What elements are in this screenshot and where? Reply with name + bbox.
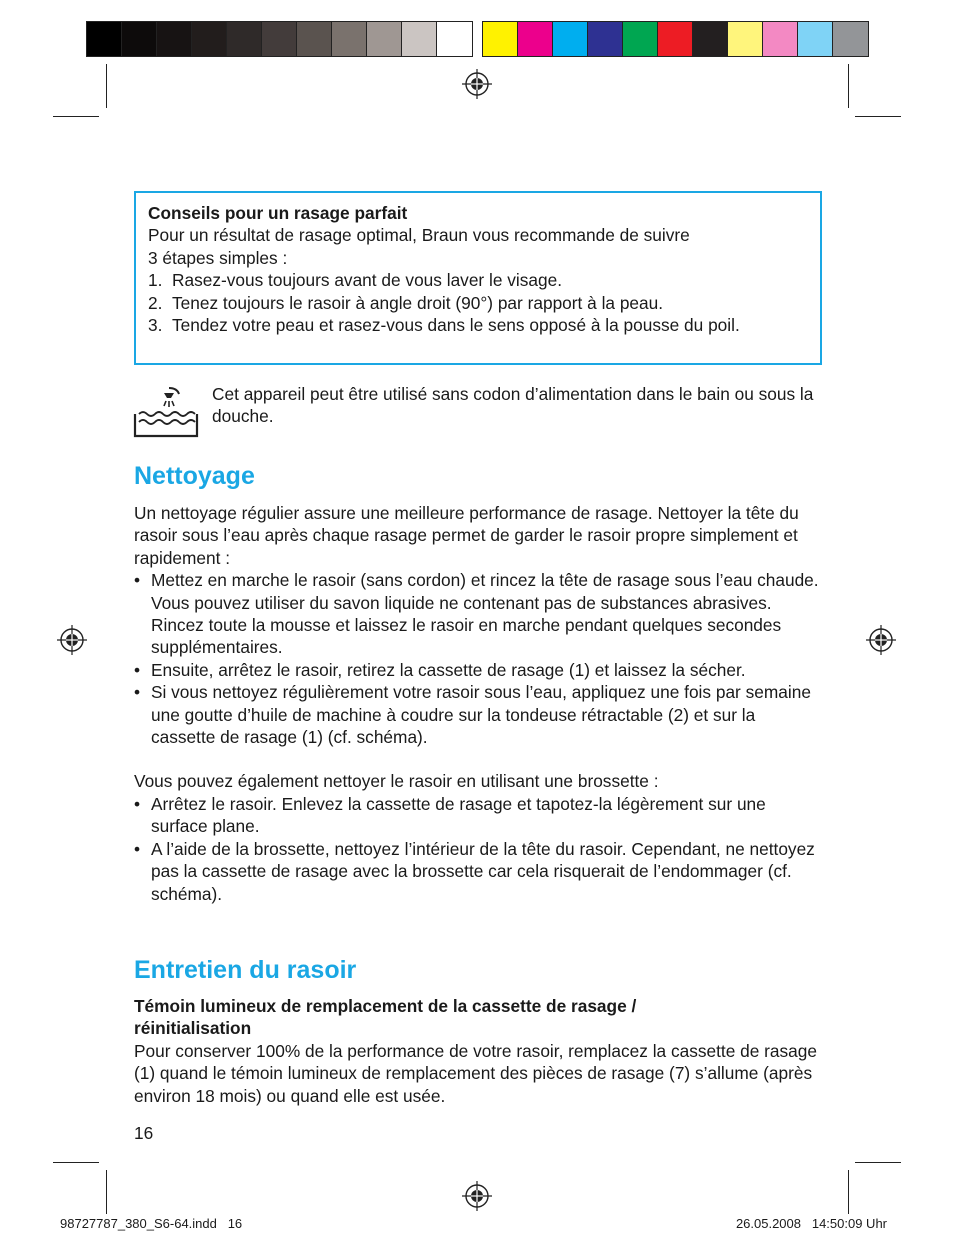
crop-mark xyxy=(855,116,901,117)
crop-mark xyxy=(53,116,99,117)
list-item: 3. Tendez votre peau et rasez-vous dans le sens opposé à la pousse du poil. xyxy=(148,315,740,336)
crop-mark xyxy=(106,1170,107,1214)
color-swatch xyxy=(122,22,157,56)
crop-mark xyxy=(53,1162,99,1163)
cleaning-intro: Un nettoyage régulier assure une meilleure performance de rasage. Nettoyer la tête du rasoir sous l’eau après chaque rasage permet de garder le rasoir propre simplement et rapidement : xyxy=(134,503,799,568)
registration-mark-icon xyxy=(865,624,897,656)
color-swatch xyxy=(763,22,798,56)
color-swatch xyxy=(518,22,553,56)
footer-file-info: 98727787_380_S6-64.indd 16 xyxy=(60,1216,243,1231)
list-item: • Ensuite, arrêtez le rasoir, retirez la cassette de rasage (1) et laissez la sécher. xyxy=(134,659,746,680)
crop-mark xyxy=(848,1170,849,1214)
maintenance-text: Pour conserver 100% de la performance de votre rasoir, remplacez la cassette de rasage (1) quand le témoin lumineux de remplacement des pièces de rasage (7) s’allume (après environ 18 mois) ou quand elle est usée. xyxy=(134,1040,817,1106)
color-swatch xyxy=(297,22,332,56)
color-swatch xyxy=(192,22,227,56)
color-swatch xyxy=(332,22,367,56)
registration-mark-icon xyxy=(56,624,88,656)
brush-intro: Vous pouvez également nettoyer le rasoir en utilisant une brossette : xyxy=(134,771,659,792)
tips-box xyxy=(134,191,822,365)
shower-bath-icon xyxy=(133,384,199,440)
tips-title: Conseils pour un rasage parfait xyxy=(148,203,408,223)
maintenance-subheading: Témoin lumineux de remplacement de la cassette de rasage / réinitialisation xyxy=(134,996,637,1039)
cleaning-bullets xyxy=(134,569,824,748)
color-swatch xyxy=(833,22,868,56)
list-item: 2. Tenez toujours le rasoir à angle droit (90°) par rapport à la peau. xyxy=(148,292,664,313)
tips-intro-line-1: Pour un résultat de rasage optimal, Braun vous recommande de suivre xyxy=(148,225,690,246)
color-swatch xyxy=(437,22,472,56)
color-swatch xyxy=(553,22,588,56)
registration-mark-icon xyxy=(461,1180,493,1212)
cleaning-section xyxy=(134,502,824,905)
color-swatch xyxy=(693,22,728,56)
crop-mark xyxy=(855,1162,901,1163)
color-swatch xyxy=(588,22,623,56)
color-swatch xyxy=(227,22,262,56)
brush-bullets xyxy=(134,793,824,905)
color-swatch xyxy=(728,22,763,56)
registration-mark-icon xyxy=(461,68,493,100)
list-item: • Si vous nettoyez régulièrement votre rasoir sous l’eau, appliquez une fois par semaine une goutte d’huile de machine à coudre sur la tondeuse rétractable (2) et sur la cassette de rasage (1) (cf. schéma). xyxy=(134,682,811,748)
page-number: 16 xyxy=(134,1123,154,1143)
list-item: 1. Rasez-vous toujours avant de vous laver le visage. xyxy=(148,270,562,291)
color-swatch xyxy=(798,22,833,56)
section-heading-maintenance: Entretien du rasoir xyxy=(134,956,357,984)
crop-mark xyxy=(848,64,849,108)
color-swatch xyxy=(623,22,658,56)
list-item: • Mettez en marche le rasoir (sans cordon) et rincez la tête de rasage sous l’eau chaude. Vous pouvez utiliser du savon liquide ne contenant pas de substances abrasives. Rincez toute la mousse et laissez le rasoir en marche pendant quelques secondes supplémentaires. xyxy=(134,570,819,658)
list-item: • A l’aide de la brossette, nettoyez l’intérieur de la tête du rasoir. Cependant, ne nettoyez pas la cassette de rasage avec la brossette car cela risquerait de l’endommager (cf. schéma). xyxy=(134,838,815,904)
color-swatch xyxy=(157,22,192,56)
footer-timestamp: 26.05.2008 14:50:09 Uhr xyxy=(735,1216,887,1231)
color-swatch xyxy=(262,22,297,56)
bath-note-text: Cet appareil peut être utilisé sans codon d’alimentation dans le bain ou sous la douche. xyxy=(212,384,814,427)
color-swatch xyxy=(658,22,693,56)
color-swatch xyxy=(367,22,402,56)
tips-intro-line-2: 3 étapes simples : xyxy=(148,247,288,268)
color-swatch xyxy=(402,22,437,56)
color-bar-left xyxy=(86,21,473,57)
color-bar-right xyxy=(482,21,869,57)
color-swatch xyxy=(483,22,518,56)
list-item: • Arrêtez le rasoir. Enlevez la cassette de rasage et tapotez-la légèrement sur une surface plane. xyxy=(134,793,766,837)
maintenance-section xyxy=(134,995,824,1107)
crop-mark xyxy=(106,64,107,108)
section-heading-cleaning: Nettoyage xyxy=(134,462,255,490)
color-swatch xyxy=(87,22,122,56)
tips-steps-list xyxy=(148,269,808,336)
